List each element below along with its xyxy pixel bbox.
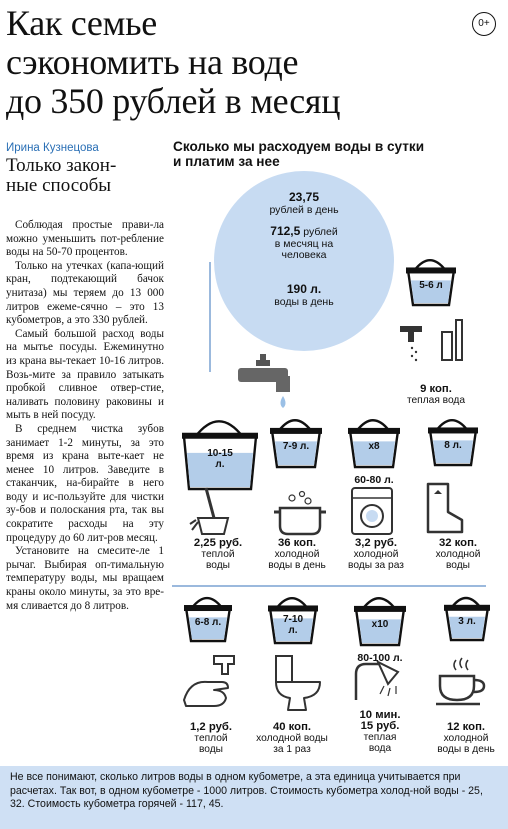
body-paragraph: Только на утечках (капа-ющий кран, подтекающий бачок унитаза) мы теряем до 13 000 литров ежеме-сячно – это 13 кубометров, а это 330 рублей.: [6, 259, 164, 327]
faucet-icon: [236, 352, 306, 412]
daily-volume-value: 190 л.: [286, 282, 322, 296]
daily-volume-label: воды в день: [274, 295, 334, 308]
body-paragraph: Установите на смесите-ле 1 рычаг. Выбирая оп-тимальную температуру воды, мы вращаем краны около минуты, за это вре-мя сливается до 8 литров.: [6, 545, 164, 612]
bucket-volume-label: 7-9 л.: [282, 440, 310, 452]
subhead-line: Только закон-: [6, 155, 117, 176]
bucket-volume-label: 10-15 л.: [207, 447, 233, 470]
bucket-volume-label: 6-8 л.: [194, 616, 222, 628]
infographic-title-line: Сколько мы расходуем воды в сутки: [173, 139, 425, 154]
bucket-volume-label: 3 л.: [458, 616, 476, 627]
page-headline: [6, 4, 340, 121]
rubber-boot-icon: [422, 480, 468, 536]
body-paragraph: Самый большой расход воды на мытье посуды. Ежеминутно из крана вы-текает 10-16 литров. Возь-мите за правило затыкать пробкой сливное отвер-стие, наливать половину раковины и мыть в ней посуду.: [6, 327, 164, 422]
hand-washing-icon: [180, 652, 244, 712]
daily-cost: [214, 192, 394, 216]
cost-caption: 9 коп. теплая вода: [406, 383, 466, 406]
bucket-volume-label: 8 л.: [444, 439, 462, 451]
tea-cup-icon: [434, 656, 490, 708]
headline-line: Как семье: [6, 3, 157, 43]
washing-machine-icon: [350, 486, 396, 536]
daily-volume: [214, 284, 394, 308]
infographic-title: [173, 139, 424, 169]
mop-icon: [188, 486, 238, 536]
cost-caption: 2,25 руб. теплой воды: [193, 537, 243, 571]
daily-cost-value: 23,75: [288, 190, 320, 204]
shower-icon: [354, 660, 404, 706]
cost-caption: 3,2 руб. холодной воды за раз: [348, 537, 404, 571]
cost-caption: 32 коп. холодной воды: [435, 537, 481, 571]
bucket-volume-label: 5-6 л: [419, 279, 443, 291]
monthly-cost-label: в месчяц на: [274, 237, 334, 250]
headline-line: сэкономить на воде: [6, 42, 299, 82]
subhead-line: ные способы: [6, 175, 112, 196]
body-paragraph: Соблюдая простые прави-ла можно уменьшить пот-ребление воды на 50-70 процентов.: [6, 219, 164, 259]
headline-line: до 350 рублей в месяц: [6, 81, 341, 121]
body-paragraph: В среднем чистка зубов занимает 1-2 минуты, за это время из крана выте-кает не менее 10 литров. Заведите в стаканчик, на-бирайте в него воду и ис-пользуйте для чистки зу-бов и полоскания рта, так вы сократите расходы на эту процедуру до 60 лит-ров месяц.: [6, 422, 164, 544]
toilet-icon: [270, 652, 326, 712]
pot-icon: [272, 490, 328, 536]
cost-caption: 12 коп. холодной воды в день: [437, 721, 495, 755]
monthly-cost-label: рублей: [303, 226, 338, 238]
footer-note: Не все понимают, сколько литров воды в одном кубометре, а эта единица учитывается при расчетах. Так вот, в одном кубометре - 1000 литров. Стоимость кубометра холод-ной воды - 25, 32. Стоимость кубометра горячей - 117, 45.: [10, 771, 483, 810]
monthly-cost-label: человека: [281, 249, 327, 261]
bucket-volume-label: x8: [368, 440, 380, 452]
total-volume-label: 60-80 л.: [354, 474, 394, 486]
section-divider: [172, 585, 486, 587]
total-volume-label: 80-100 л.: [357, 652, 403, 664]
age-rating-badge: 0+: [472, 12, 496, 36]
bucket-volume-label: 7-10 л.: [282, 613, 303, 636]
cost-caption: 1,2 руб. теплой воды: [190, 721, 232, 755]
cost-caption: 36 коп. холодной воды в день: [268, 537, 326, 571]
article-body: [6, 219, 164, 613]
toothbrush-sink-icon: [398, 316, 478, 366]
monthly-cost-value: 712,5: [270, 224, 301, 238]
cost-caption: 10 мин. 15 руб. теплая вода: [359, 709, 401, 754]
drain-line-icon: [206, 262, 216, 382]
daily-cost-label: рублей в день: [269, 203, 339, 216]
cost-caption: 40 коп. холодной воды за 1 раз: [256, 721, 328, 755]
monthly-cost: [214, 226, 394, 262]
author-name: Ирина Кузнецова: [6, 142, 99, 154]
subheadline: [6, 156, 116, 196]
infographic-title-line: и платим за нее: [173, 154, 280, 169]
bucket-volume-label: x10: [371, 618, 389, 630]
